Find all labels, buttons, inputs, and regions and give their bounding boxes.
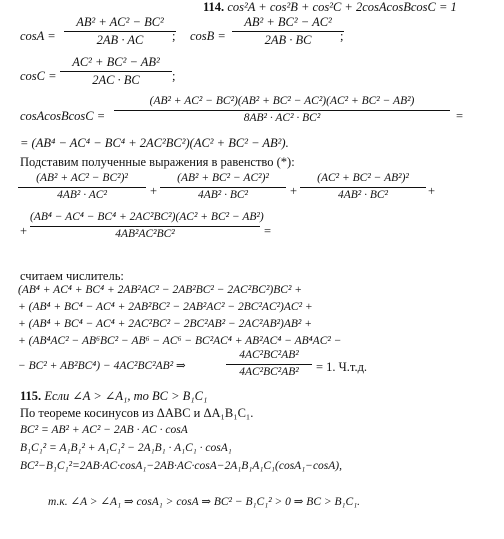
separator: ; <box>340 29 344 43</box>
fraction-bar <box>232 31 344 32</box>
fraction-bar <box>30 226 260 227</box>
problem-115-line-3: B₁C₁² = A₁B₁² + A₁C₁² − 2A₁B₁ · A₁C₁ · cosA₁ <box>20 442 232 454</box>
fraction-bar <box>114 110 450 111</box>
term1-fraction <box>18 173 146 201</box>
cosC-numerator: AC² + BC² − AB² <box>72 55 160 69</box>
final-denominator: 4AC²BC²AB² <box>239 365 299 378</box>
problem-115-line-2: BC² = AB² + AC² − 2AB · AC · cosA <box>20 424 188 436</box>
numerator-line-5: − BC² + AB²BC⁴) − 4AC²BC²AB² ⇒ <box>18 360 186 372</box>
term2-denominator: 4AB² · BC² <box>197 188 248 201</box>
product-denominator: 8AB² · AC² · BC² <box>243 111 321 124</box>
term3-denominator: 4AB² · BC² <box>337 188 388 201</box>
problem-115-header <box>20 390 207 403</box>
fraction-bar <box>300 187 426 188</box>
term2-numerator: (AB² + BC² − AC²)² <box>177 172 269 184</box>
product-expansion: = (AB⁴ − AC⁴ − BC⁴ + 2AC²BC²)(AC² + BC² − AB²). <box>20 136 289 150</box>
final-fraction <box>226 350 312 378</box>
separator: ; <box>172 29 176 43</box>
cosA-denominator: 2AB · AC <box>96 32 144 47</box>
problem-114-statement: cos²A + cos²B + cos²C + 2cosAcosBcosC = 1 <box>227 0 457 14</box>
product-numerator: (AB² + AC² − BC²)(AB² + BC² − AC²)(AC² + BC² − AB²) <box>149 95 415 107</box>
problem-114-number: 114. <box>203 0 225 14</box>
cosC-label: cosC = <box>20 69 57 83</box>
term1-numerator: (AB² + AC² − BC²)² <box>36 172 128 184</box>
problem-115-line-4: BC²−B₁C₁²=2AB·AC·cosA₁−2AB·AC·cosA−2A₁B₁A₁C₁(cosA₁−cosA), <box>20 460 343 472</box>
numerator-line-1: (AB⁴ + AC⁴ + BC⁴ + 2AB²AC² − 2AB²BC² − 2AC²BC²)BC² + <box>18 284 303 296</box>
cosA-numerator: AB² + AC² − BC² <box>76 15 164 29</box>
numerator-line-2: + (AB⁴ + BC⁴ − AC⁴ + 2AB²BC² − 2AB²AC² − 2BC²AC²)AC² + <box>18 301 313 313</box>
fraction-bar <box>18 187 146 188</box>
plus-sign: + <box>150 184 158 198</box>
term1-denominator: 4AB² · AC² <box>57 188 107 201</box>
term4-denominator: 4AB²AC²BC² <box>115 227 175 240</box>
term2-fraction <box>160 173 286 201</box>
term4-fraction <box>30 211 264 240</box>
fraction-bar <box>60 71 172 72</box>
term3-numerator: (AC² + BC² − AB²)² <box>317 172 409 184</box>
cosB-numerator: AB² + BC² − AC² <box>244 15 332 29</box>
numerator-line-4: + (AB⁴AC² − AB⁶BC² − AB⁶ − AC⁶ − BC²AC⁴ + AB²AC⁴ − AB⁴AC² − <box>18 335 342 347</box>
fraction-bar <box>160 187 286 188</box>
problem-115-statement: Если ∠A > ∠A₁, то BC > B₁C₁ <box>44 389 208 403</box>
term3-fraction <box>300 173 426 201</box>
cosA-label: cosA = <box>20 29 56 43</box>
count-numerator-text: считаем числитель: <box>20 269 124 283</box>
equals-sign: = <box>264 224 272 238</box>
problem-115-line-5: т.к. ∠A > ∠A₁ ⇒ cosA₁ > cosA ⇒ BC² − B₁C₁² > 0 ⇒ BC > B₁C₁. <box>48 496 361 508</box>
problem-115-line-1: По теореме косинусов из ΔABC и ΔA₁B₁C₁. <box>20 406 254 420</box>
cosC-denominator: 2AC · BC <box>92 72 140 87</box>
cosB-label: cosB = <box>190 29 226 43</box>
fraction-bar <box>226 364 312 365</box>
fraction-bar <box>64 31 176 32</box>
separator: ; <box>172 69 176 83</box>
problem-115-number: 115. <box>20 389 42 403</box>
product-fraction <box>114 96 450 124</box>
cosB-fraction <box>232 16 344 46</box>
equals-sign: = <box>456 109 464 123</box>
final-conclusion: = 1. Ч.т.д. <box>316 360 368 374</box>
plus-sign: + <box>290 184 298 198</box>
problem-114-header <box>203 1 457 14</box>
cosB-denominator: 2AB · BC <box>264 32 312 47</box>
product-label: cosAcosBcosC = <box>20 109 106 123</box>
substitute-text: Подставим полученные выражения в равенство (*): <box>20 155 295 169</box>
numerator-line-3: + (AB⁴ + BC⁴ − AC⁴ + 2AC²BC² − 2BC²AB² − 2AC²AB²)AB² + <box>18 318 313 330</box>
cosA-fraction <box>64 16 176 46</box>
term4-numerator: (AB⁴ − AC⁴ − BC⁴ + 2AC²BC²)(AC² + BC² − AB²) <box>30 211 264 223</box>
final-numerator: 4AC²BC²AB² <box>239 349 299 361</box>
plus-sign: + <box>428 184 436 198</box>
cosC-fraction <box>60 56 172 86</box>
plus-sign: + <box>20 224 28 238</box>
